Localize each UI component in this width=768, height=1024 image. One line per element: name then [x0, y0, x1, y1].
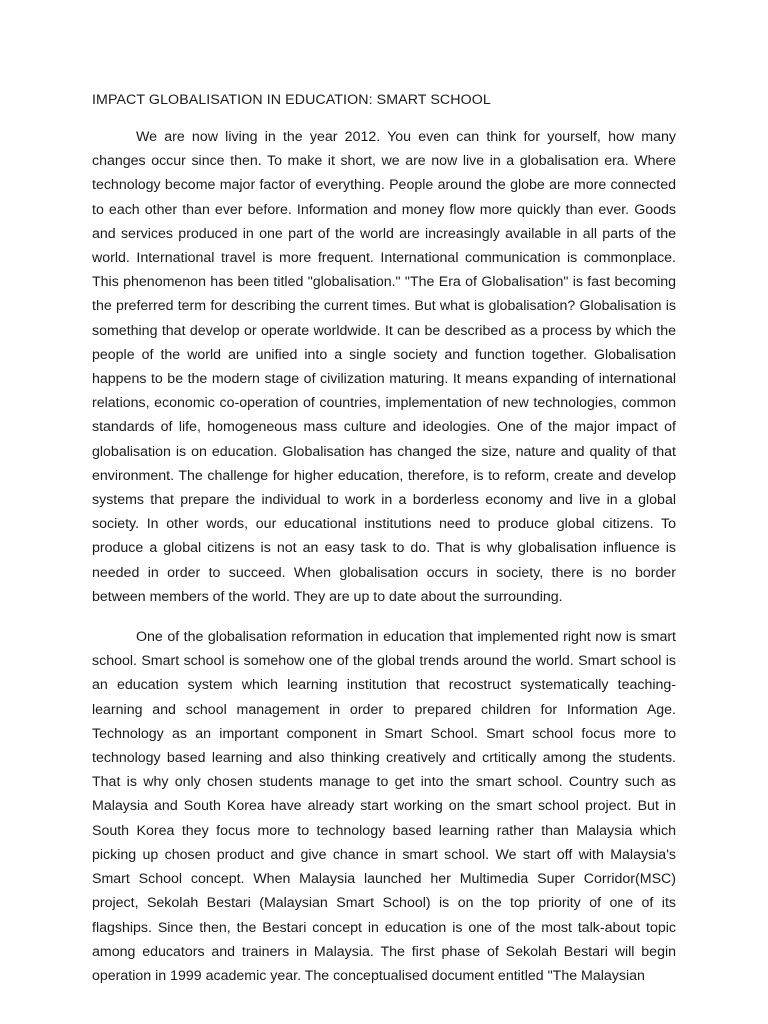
paragraph-globalisation-era: We are now living in the year 2012. You even can think for yourself, how many changes occur since then. To make it short, we are now live in a globalisation era. Where technology become major factor of everything. People around the globe are more connected to each other than ever before. Information and money flow more quickly than ever. Goods and services produced in one part of the world are increasingly available in all parts of the world. International travel is more frequent. International communication is commonplace. This phenomenon has been titled "globalisation." "The Era of Globalisation" is fast becoming the preferred term for describing the current times. But what is globalisation? Globalisation is something that develop or operate worldwide. It can be described as a process by which the people of the world are unified into a single society and function together. Globalisation happens to be the modern stage of civilization maturing. It means expanding of international relations, economic co-operation of countries, implementation of new technologies, common standards of life, homogeneous mass culture and ideologies. One of the major impact of globalisation is on education. Globalisation has changed the size, nature and quality of that environment. The challenge for higher education, therefore, is to reform, create and develop systems that prepare the individual to work in a borderless economy and live in a global society. In other words, our educational institutions need to produce global citizens. To produce a global citizens is not an easy task to do. That is why globalisation influence is needed in order to succeed. When globalisation occurs in society, there is no border between members of the world. They are up to date about the surrounding.	[92, 129, 676, 605]
document-title: IMPACT GLOBALISATION IN EDUCATION: SMART SCHOOL	[92, 92, 491, 108]
document-body	[92, 89, 676, 1004]
paragraph-smart-school: One of the globalisation reformation in education that implemented right now is smart school. Smart school is somehow one of the global trends around the world. Smart school is an education system which learning institution that recostruct systematically teaching-learning and school management in order to prepared children for Information Age. Technology as an important component in Smart School. Smart school focus more to technology based learning and also thinking creatively and crtitically among the students. That is why only chosen students manage to get into the smart school. Country such as Malaysia and South Korea have already start working on the smart school project. But in South Korea they focus more to technology based learning rather than Malaysia which picking up chosen product and give chance in smart school. We start off with Malaysia's Smart School concept. When Malaysia launched her Multimedia Super Corridor(MSC) project, Sekolah Bestari (Malaysian Smart School) is on the top priority of one of its flagships. Since then, the Bestari concept in education is one of the most talk-about topic among educators and trainers in Malaysia. The first phase of Sekolah Bestari will begin operation in 1999 academic year. The conceptualised document entitled "The Malaysian	[92, 629, 676, 984]
